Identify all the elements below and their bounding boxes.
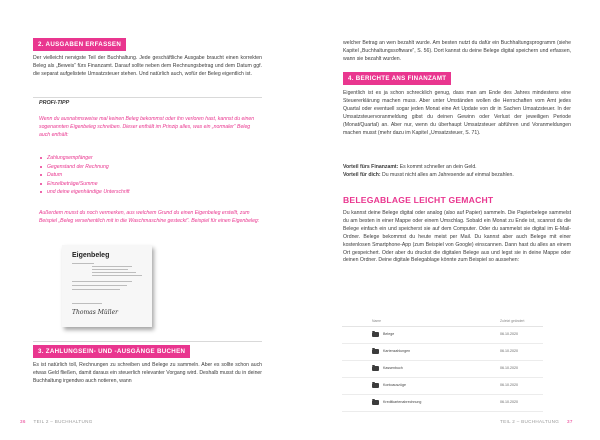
belegablage-heading: BELEGABLAGE LEICHT GEMACHT: [343, 195, 494, 205]
section-2-heading: 2. AUSGABEN ERFASSEN: [33, 38, 126, 51]
folder-row[interactable]: Belege 06.10.2020: [342, 327, 543, 344]
folder-icon: [372, 400, 379, 405]
footer-label: TEIL 2 – BUCHHALTUNG: [500, 419, 560, 424]
folder-icon: [372, 332, 379, 337]
profi-tipp-list: [39, 154, 249, 197]
profi-tipp-heading: PROFI-TIPP: [39, 100, 70, 106]
folder-row[interactable]: Kassenbuch 06.10.2020: [342, 361, 543, 378]
vorteil-dich: Vorteil für dich: Du musst nicht alles am Jahresende auf einmal bezahlen.: [343, 172, 514, 178]
left-footer: [20, 419, 93, 424]
folder-row[interactable]: Kontoauszüge 06.10.2020: [342, 378, 543, 395]
vorteil-finanzamt: Vorteil fürs Finanzamt: Es kommt schneller an dein Geld.: [343, 164, 477, 170]
receipt-signature: Thomas Müller: [72, 309, 118, 316]
folder-row[interactable]: Kartenzahlungen 06.10.2020: [342, 344, 543, 361]
folder-list-screenshot: [342, 317, 543, 415]
eigenbeleg-example-image: [62, 245, 152, 327]
section-3-text: Es ist natürlich toll, Rechnungen zu schreiben und Belege zu sammeln. Aber es sollte schon auch etwas Geld fließen, damit daraus ein steuerlich relevanter Vorgang wird. Deshalb musst du in deiner Buchhaltung irgendwo auch notieren, wann: [33, 362, 262, 384]
section-3-heading: 3. ZAHLUNGSEIN- UND -AUSGÄNGE BUCHEN: [33, 345, 190, 358]
belegablage-text: Du kannst deine Belege digital oder analog (also auf Papier) sammeln. Die Papierbelege sammelst du am besten in einer Mappe oder einem Umschlag. Sobald ein Monat zu Ende ist, scannst du die Belege einfach ein und speicherst sie auf dem Computer. Oder du sammelst sie digital im E-Mail-Ordner. Belege bekommst du heute meist per Mail. Du kannst aber auch Belege mit einer kostenlosen Smartphone-App (zum Beispiel von Google) einscannen. Dann hast du alles an einem Ort gespeichert. Oder aber du druckst die digitalen Belege aus und legst sie in deine Mappe oder deinen Ordner. Deine digitale Belegablage könnte zum Beispiel so aussehen:: [343, 210, 571, 264]
list-item: Einzelbeträge/Summe: [39, 180, 249, 189]
folder-list-header: [342, 317, 543, 327]
right-top-text: welcher Betrag an wen bezahlt wurde. Am besten nutzt du dafür ein Buchhaltungsprogramm (siehe Kapitel „Buchhaltungssoftware“, S. 56). Dort kannst du deine Belege digital speichern und erfassen, wann sie bezahlt wurden.: [343, 40, 571, 62]
profi-tipp-after: Außerdem musst du noch vermerken, aus welchem Grund du einen Eigenbeleg erstellt, zum Beispiel „Beleg versehentlich mit in die Waschmaschine gesteckt“. Beispiel für einen Eigenbeleg:: [39, 210, 260, 224]
footer-label: TEIL 2 – BUCHHALTUNG: [33, 419, 93, 424]
list-item: Datum: [39, 171, 249, 180]
folder-icon: [372, 349, 379, 354]
profi-tipp-text: Wenn du ausnahmsweise mal keinen Beleg bekommst oder ihn verloren hast, kannst du einen sogenannten Eigenbeleg schreiben. Dieser enthält im Prinzip alles, was ein „normaler“ Beleg auch enthält:: [39, 116, 255, 138]
list-item: Gegenstand der Rechnung: [39, 163, 249, 172]
page-number: 37: [567, 419, 573, 424]
header-date: Zuletzt geändert: [500, 319, 525, 323]
list-item: und deine eigenhändige Unterschrift: [39, 188, 249, 197]
section-2-intro: Der vielleicht nervigste Teil der Buchhaltung. Jede geschäftliche Ausgabe braucht einen korrekten Beleg als „Beweis“ fürs Finanzamt. Darauf sollte neben dem Rechnungsbetrag und dem Datum ggf. die separat aufgelistete Umsatzsteuer stehen. Und natürlich auch, wofür der Beleg eigentlich ist.: [33, 55, 262, 77]
section-4-text: Eigentlich ist es ja schon schrecklich genug, dass man am Ende des Jahres mindestens eine Steuererklärung machen muss. Aber unter Umständen wollen die Herrschaften vom Amt jedes Quartal oder eventuell sogar jeden Monat eine Art Update von dir in Sachen Umsatzsteuer. In der Umsatzsteuervoranmeldung gibst du deinen Gewinn oder Verlust der jeweiligen Periode (Monat/Quartal) an. Aber nur, wenn du überhaupt Umsatzsteuer abführen und Voranmeldungen machen musst (mehr dazu im Kapitel „Umsatzsteuer, S. 71).: [343, 90, 571, 136]
receipt-title: Eigenbeleg: [72, 252, 110, 259]
right-footer: [500, 419, 573, 424]
section-4-heading: 4. BERICHTE ANS FINANZAMT: [343, 72, 451, 85]
page-number: 36: [20, 419, 26, 424]
folder-icon: [372, 366, 379, 371]
header-name: Name: [372, 319, 382, 323]
folder-row[interactable]: Kreditkartenabrechnung 06.10.2020: [342, 395, 543, 412]
list-item: Zahlungsempfänger: [39, 154, 249, 163]
folder-icon: [372, 383, 379, 388]
